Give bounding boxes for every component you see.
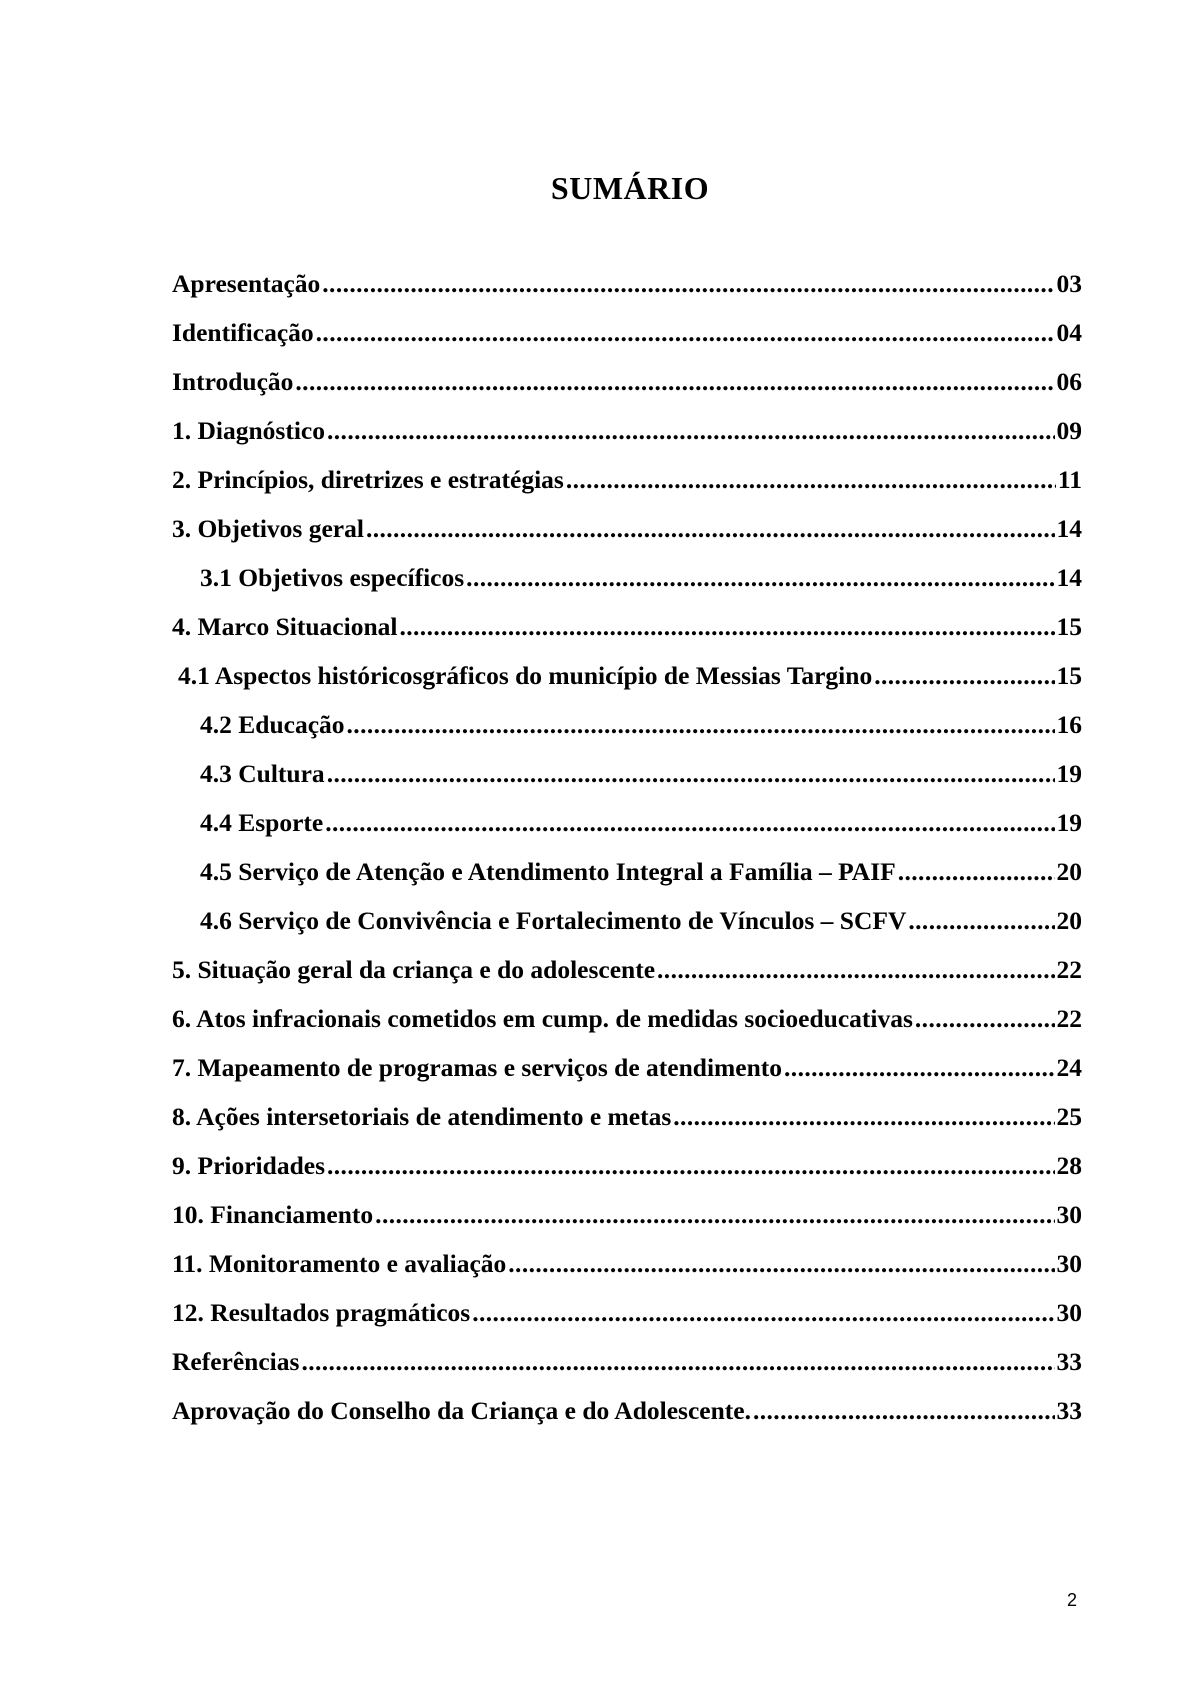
toc-entry-label: 1. Diagnóstico — [172, 416, 325, 445]
toc-entry-page: 22 — [1056, 955, 1082, 984]
toc-dot-leader — [508, 1248, 1054, 1280]
toc-entry-cultura[interactable] — [172, 758, 1082, 807]
toc-dot-leader — [325, 807, 1054, 839]
toc-dot-leader — [566, 464, 1056, 496]
toc-entry-page: 09 — [1056, 416, 1082, 445]
toc-entry-page: 06 — [1056, 367, 1082, 396]
toc-entry-page: 15 — [1056, 612, 1082, 641]
toc-dot-leader — [898, 856, 1055, 888]
toc-entry-monitoramento[interactable] — [172, 1248, 1082, 1297]
toc-entry-label: 12. Resultados pragmáticos — [172, 1298, 471, 1327]
toc-dot-leader — [316, 317, 1055, 349]
toc-entry-label: 2. Princípios, diretrizes e estratégias — [172, 465, 564, 494]
toc-entry-page: 15 — [1056, 661, 1082, 690]
toc-dot-leader — [908, 905, 1054, 937]
toc-entry-page: 24 — [1056, 1053, 1082, 1082]
toc-entry-label: 4. Marco Situacional — [172, 612, 398, 641]
toc-dot-leader — [295, 366, 1054, 398]
toc-entry-introducao[interactable] — [172, 366, 1082, 415]
toc-entry-label: 8. Ações intersetoriais de atendimento e metas — [172, 1102, 672, 1131]
toc-entry-educacao[interactable] — [172, 709, 1082, 758]
toc-entry-label: 4.1 Aspectos históricosgráficos do município de Messias Targino — [178, 661, 873, 690]
toc-entry-label: 6. Atos infracionais cometidos em cump. de medidas socioeducativas — [172, 1004, 913, 1033]
toc-entry-label: Introdução — [172, 367, 294, 396]
toc-dot-leader — [327, 415, 1055, 447]
toc-entry-label: 4.2 Educação — [200, 710, 345, 739]
toc-dot-leader — [301, 1346, 1054, 1378]
page-title: SUMÁRIO — [550, 170, 710, 206]
toc-dot-leader — [322, 268, 1054, 300]
toc-entry-page: 20 — [1056, 857, 1082, 886]
toc-dot-leader — [366, 513, 1055, 545]
toc-entry-page: 19 — [1056, 759, 1082, 788]
table-of-contents — [172, 268, 1082, 1444]
toc-entry-page: 03 — [1056, 269, 1082, 298]
toc-entry-label: 10. Financiamento — [172, 1200, 374, 1229]
toc-entry-label: 4.4 Esporte — [200, 808, 324, 837]
toc-entry-acoes-intersetoriais[interactable] — [172, 1101, 1082, 1150]
toc-entry-page: 30 — [1056, 1298, 1082, 1327]
toc-entry-page: 28 — [1056, 1151, 1082, 1180]
toc-entry-page: 20 — [1056, 906, 1082, 935]
toc-dot-leader — [753, 1395, 1055, 1427]
toc-entry-referencias[interactable] — [172, 1346, 1082, 1395]
toc-entry-label: 3.1 Objetivos específicos — [200, 563, 465, 592]
toc-entry-situacao-geral[interactable] — [172, 954, 1082, 1003]
toc-entry-paif[interactable] — [172, 856, 1082, 905]
toc-entry-label: 7. Mapeamento de programas e serviços de atendimento — [172, 1053, 783, 1082]
toc-dot-leader — [673, 1101, 1054, 1133]
toc-entry-resultados[interactable] — [172, 1297, 1082, 1346]
toc-entry-page: 30 — [1056, 1249, 1082, 1278]
toc-entry-page: 33 — [1056, 1396, 1082, 1425]
toc-dot-leader — [466, 562, 1054, 594]
toc-entry-aprovacao[interactable] — [172, 1395, 1082, 1444]
toc-entry-objetivos-geral[interactable] — [172, 513, 1082, 562]
toc-entry-page: 04 — [1056, 318, 1082, 347]
toc-dot-leader — [657, 954, 1054, 986]
toc-entry-label: 9. Prioridades — [172, 1151, 325, 1180]
toc-entry-label: 11. Monitoramento e avaliação — [172, 1249, 507, 1278]
toc-dot-leader — [874, 660, 1054, 692]
toc-entry-page: 11 — [1057, 465, 1082, 494]
toc-entry-page: 22 — [1056, 1004, 1082, 1033]
toc-entry-page: 30 — [1056, 1200, 1082, 1229]
toc-entry-label: 3. Objetivos geral — [172, 514, 364, 543]
toc-entry-label: 5. Situação geral da criança e do adolescente — [172, 955, 656, 984]
toc-entry-label: 4.3 Cultura — [200, 759, 325, 788]
toc-entry-page: 14 — [1056, 563, 1082, 592]
page-number: 2 — [1067, 1590, 1078, 1610]
toc-entry-label: Referências — [172, 1347, 300, 1376]
toc-dot-leader — [375, 1199, 1054, 1231]
toc-entry-esporte[interactable] — [172, 807, 1082, 856]
toc-entry-label: 4.5 Serviço de Atenção e Atendimento Integral a Família – PAIF — [200, 857, 896, 886]
toc-entry-mapeamento[interactable] — [172, 1052, 1082, 1101]
toc-dot-leader — [347, 709, 1055, 741]
toc-entry-atos-infracionais[interactable] — [172, 1003, 1082, 1052]
toc-entry-label: Identificação — [172, 318, 314, 347]
toc-entry-scfv[interactable] — [172, 905, 1082, 954]
toc-entry-financiamento[interactable] — [172, 1199, 1082, 1248]
toc-entry-identificacao[interactable] — [172, 317, 1082, 366]
toc-dot-leader — [327, 1150, 1055, 1182]
toc-entry-page: 14 — [1056, 514, 1082, 543]
toc-entry-apresentacao[interactable] — [172, 268, 1082, 317]
toc-entry-label: Apresentação — [172, 269, 321, 298]
toc-entry-page: 16 — [1056, 710, 1082, 739]
toc-dot-leader — [327, 758, 1055, 790]
toc-entry-aspectos-historicos[interactable] — [172, 660, 1082, 709]
toc-entry-label: Aprovação do Conselho da Criança e do Adolescente. — [172, 1396, 751, 1425]
toc-entry-diagnostico[interactable] — [172, 415, 1082, 464]
toc-dot-leader — [399, 611, 1054, 643]
toc-dot-leader — [784, 1052, 1054, 1084]
toc-entry-label: 4.6 Serviço de Convivência e Fortalecimento de Vínculos – SCFV — [200, 906, 907, 935]
toc-dot-leader — [472, 1297, 1054, 1329]
toc-entry-marco-situacional[interactable] — [172, 611, 1082, 660]
toc-entry-page: 19 — [1056, 808, 1082, 837]
toc-entry-page: 25 — [1056, 1102, 1082, 1131]
toc-entry-page: 33 — [1056, 1347, 1082, 1376]
toc-dot-leader — [915, 1003, 1055, 1035]
toc-entry-principios[interactable] — [172, 464, 1082, 513]
toc-entry-prioridades[interactable] — [172, 1150, 1082, 1199]
toc-entry-objetivos-especificos[interactable] — [172, 562, 1082, 611]
